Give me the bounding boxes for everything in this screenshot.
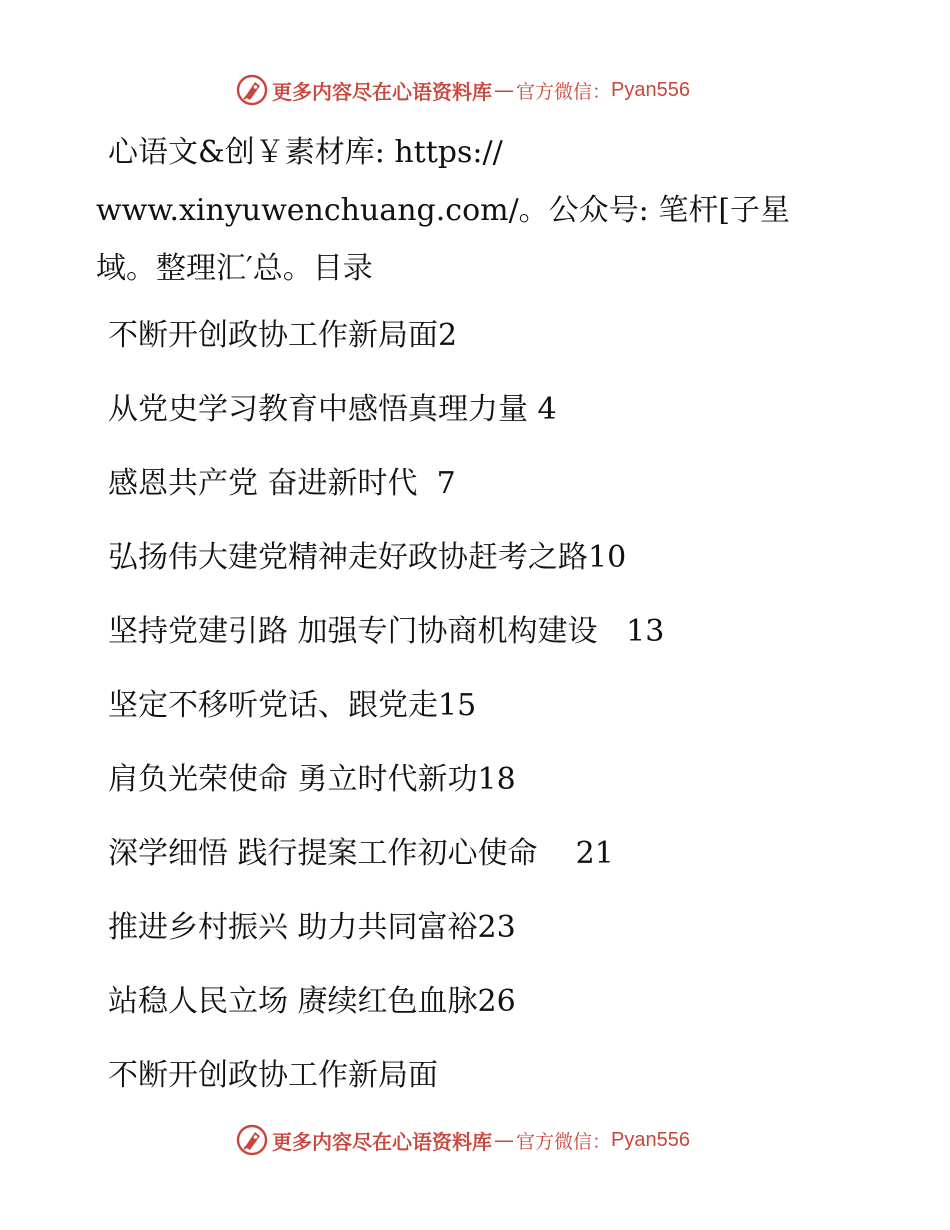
table-of-contents (108, 302, 848, 1042)
toc-item: 深学细悟 践行提案工作初心使命 21 (108, 836, 614, 871)
toc-item: 从党史学习教育中感悟真理力量 4 (108, 392, 557, 427)
section-title: 不断开创政协工作新局面 (108, 1058, 438, 1093)
toc-item: 弘扬伟大建党精神走好政协赶考之路10 (108, 540, 627, 575)
intro-line-3: 域。整理汇′总。目录 (96, 251, 373, 286)
toc-item: 不断开创政协工作新局面2 (108, 318, 458, 353)
banner-wechat-id: Pyan556 (611, 78, 690, 101)
toc-item: 感恩共产党 奋进新时代 7 (108, 466, 456, 501)
banner-dash: — (494, 78, 514, 102)
toc-item: 肩负光荣使命 勇立时代新功18 (108, 762, 516, 797)
toc-item: 坚定不移听党话、跟党走15 (108, 688, 477, 723)
banner-main-text: 更多内容尽在心语资料库 (272, 1129, 492, 1154)
intro-line-1: 心语文&创￥素材库: https:// (108, 135, 503, 170)
banner-sub-text: 官方微信： (516, 80, 612, 103)
toc-item: 站稳人民立场 赓续红色血脉26 (108, 984, 516, 1019)
pen-nib-logo-icon (236, 1124, 268, 1156)
banner-sub-text: 官方微信： (516, 1130, 612, 1153)
footer-watermark-banner (236, 1122, 690, 1158)
toc-item: 推进乡村振兴 助力共同富裕23 (108, 910, 516, 945)
intro-paragraph (96, 124, 836, 298)
toc-item: 坚持党建引路 加强专门协商机构建设 13 (108, 614, 665, 649)
intro-line-2: www.xinyuwenchuang.com/。公众号: 笔杆[子星 (96, 193, 791, 228)
banner-wechat-id: Pyan556 (611, 1128, 690, 1151)
banner-dash: — (494, 1128, 514, 1152)
pen-nib-logo-icon (236, 74, 268, 106)
header-watermark-banner (236, 72, 690, 108)
banner-main-text: 更多内容尽在心语资料库 (272, 79, 492, 104)
